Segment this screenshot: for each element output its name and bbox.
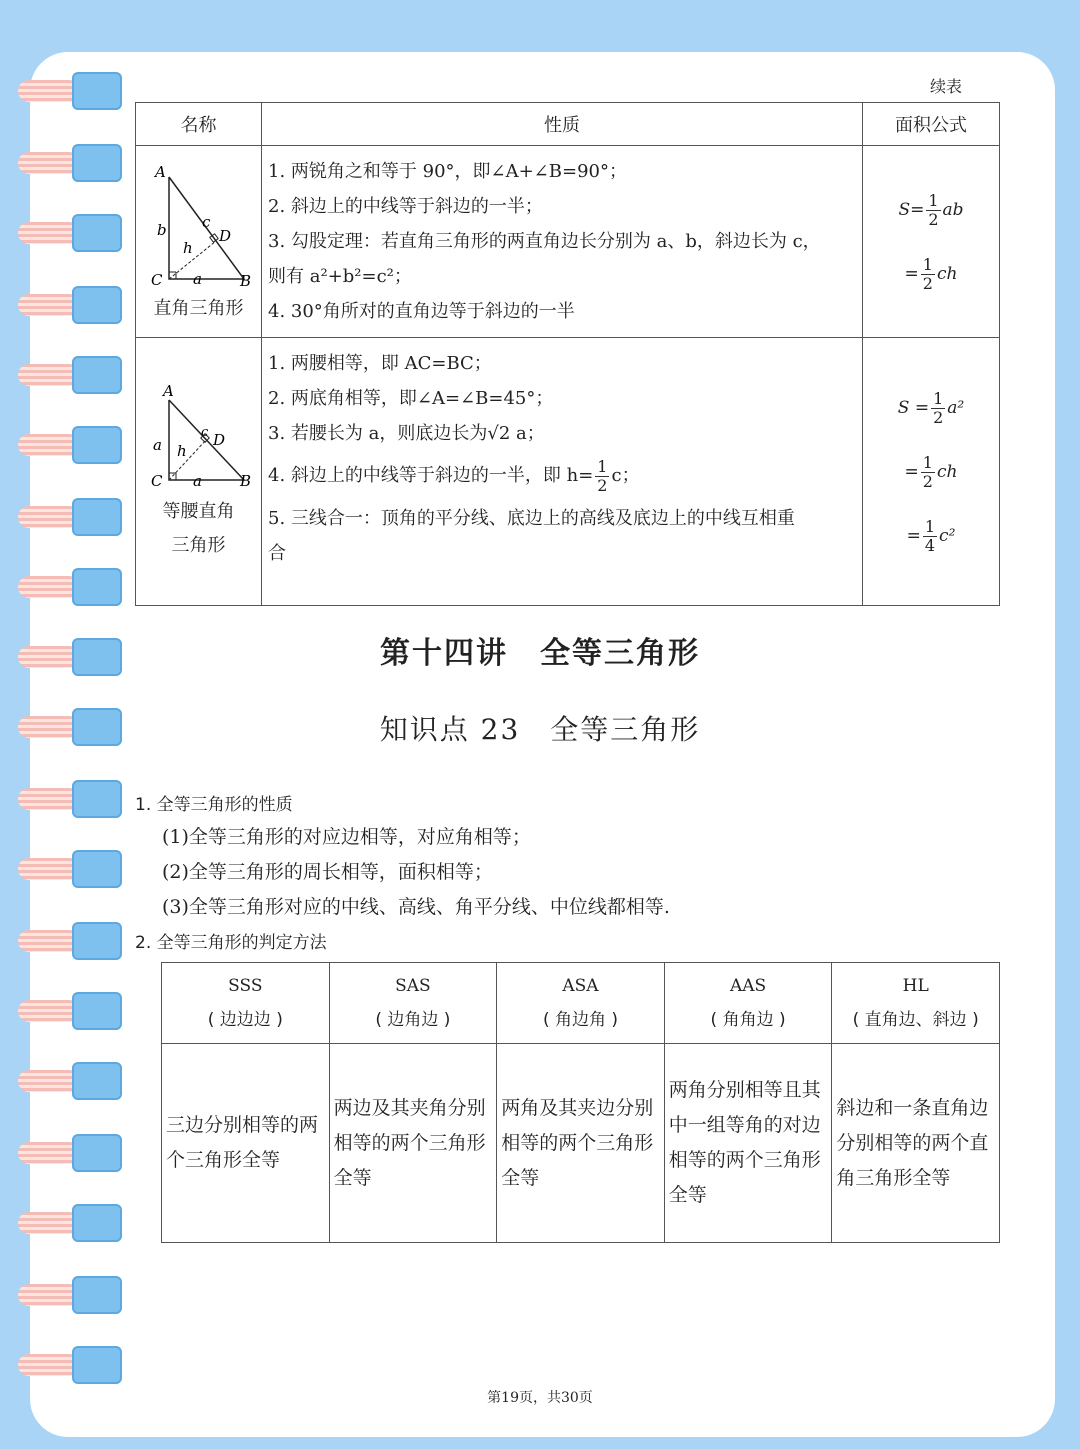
binding-ring	[18, 568, 108, 606]
property-item: (2)全等三角形的周长相等，面积相等；	[162, 861, 493, 883]
right-triangle-name-cell	[136, 146, 262, 338]
prop-line: 3. 勾股定理：若直角三角形的两直角边长分别为 a、b，斜边长为 c，	[268, 231, 821, 252]
formula-line: = $\frac{1}{4}$ c²	[906, 516, 956, 555]
header-name: 名称	[136, 103, 262, 146]
isosceles-properties	[262, 338, 863, 606]
header-properties: 性质	[262, 103, 863, 146]
label-C: C	[150, 271, 162, 287]
knowledge-point-title: 知识点 23 全等三角形	[379, 713, 701, 746]
binding-ring	[18, 1204, 108, 1242]
label-A: A	[154, 163, 166, 181]
binding-ring	[18, 922, 108, 960]
label-B: B	[239, 472, 251, 490]
isosceles-name-cell	[136, 338, 262, 606]
label-a-leg: a	[152, 436, 162, 454]
property-item: (1)全等三角形的对应边相等，对应角相等；	[162, 826, 531, 848]
right-triangle-properties	[262, 146, 863, 338]
formula-line: S = $\frac{1}{2}$ a²	[897, 388, 965, 427]
table-row-right-triangle	[136, 146, 1000, 338]
property-item: (3)全等三角形对应的中线、高线、角平分线、中位线都相等.	[162, 896, 670, 918]
prop-line: 4. 30°角所对的直角边等于斜边的一半	[268, 301, 575, 322]
prop-line: 4. 斜边上的中线等于斜边的一半，即 h= $\frac{1}{2}$ c；	[268, 456, 640, 495]
binding-ring	[18, 72, 108, 110]
table-header-row	[136, 103, 1000, 146]
label-c: c	[201, 213, 210, 231]
criterion-desc: 两边及其夹角分别相等的两个三角形全等	[329, 1044, 497, 1243]
label-h: h	[182, 239, 193, 257]
prop-line: 3. 若腰长为 a，则底边长为√2 a；	[268, 423, 545, 444]
criterion-header: HL ( 直角边、斜边 )	[832, 963, 1000, 1044]
label-h: h	[176, 442, 187, 460]
section1-title: 1. 全等三角形的性质	[135, 795, 293, 815]
prop-line: 5. 三线合一：顶角的平分线、底边上的高线及底边上的中线互相重	[268, 508, 795, 529]
label-c: c	[200, 425, 208, 440]
label-a: a	[192, 270, 202, 287]
prop-line: 2. 两底角相等，即∠A=∠B=45°；	[268, 388, 554, 409]
page-footer: 第19页，共30页	[487, 1390, 593, 1406]
binding-ring	[18, 992, 108, 1030]
criterion-desc: 斜边和一条直角边分别相等的两个直角三角形全等	[832, 1044, 1000, 1243]
lecture-title: 第十四讲 全等三角形	[380, 636, 700, 671]
criterion-header: SAS ( 边角边 )	[329, 963, 497, 1044]
isosceles-name-line2: 三角形	[171, 535, 226, 556]
prop-line: 1. 两锐角之和等于 90°，即∠A+∠B=90°；	[268, 161, 627, 182]
label-D: D	[218, 227, 231, 245]
binding-ring	[18, 1134, 108, 1172]
right-triangle-figure	[139, 147, 259, 287]
table-row-isosceles-right	[136, 338, 1000, 606]
continued-label: 续表	[930, 77, 963, 96]
formula-line: = $\frac{1}{2}$ ch	[904, 254, 958, 293]
binding-ring	[18, 286, 108, 324]
formula-line: S= $\frac{1}{2}$ ab	[898, 190, 964, 229]
criterion-desc: 两角及其夹边分别相等的两个三角形全等	[497, 1044, 665, 1243]
right-triangle-area-formula	[863, 146, 1000, 338]
binding-ring	[18, 850, 108, 888]
criteria-header-row	[162, 963, 1000, 1044]
binding-ring	[18, 1276, 108, 1314]
triangle-properties-table	[135, 102, 1000, 606]
binding-ring	[18, 356, 108, 394]
criterion-desc: 两角分别相等且其中一组等角的对边相等的两个三角形全等	[664, 1044, 832, 1243]
label-B: B	[239, 272, 251, 287]
label-a-base: a	[192, 472, 202, 490]
prop-line: 则有 a²+b²=c²；	[268, 266, 412, 287]
criterion-header: AAS ( 角角边 )	[664, 963, 832, 1044]
label-D: D	[212, 431, 225, 449]
label-b: b	[156, 221, 167, 239]
criteria-desc-row	[162, 1044, 1000, 1243]
label-A: A	[162, 382, 174, 400]
binding-ring	[18, 498, 108, 536]
section2-title: 2. 全等三角形的判定方法	[135, 933, 327, 953]
criterion-header: ASA ( 角边角 )	[497, 963, 665, 1044]
criterion-header: SSS ( 边边边 )	[162, 963, 330, 1044]
binding-ring	[18, 1346, 108, 1384]
right-triangle-name: 直角三角形	[153, 298, 244, 319]
binding-ring	[18, 144, 108, 182]
isosceles-area-formula	[863, 338, 1000, 606]
binding-ring	[18, 780, 108, 818]
binding-ring	[18, 426, 108, 464]
criterion-desc: 三边分别相等的两个三角形全等	[162, 1044, 330, 1243]
prop-line: 合	[268, 543, 286, 564]
prop-line: 1. 两腰相等，即 AC=BC；	[268, 353, 492, 374]
formula-line: = $\frac{1}{2}$ ch	[904, 452, 958, 491]
prop-line: 2. 斜边上的中线等于斜边的一半；	[268, 196, 543, 217]
isosceles-right-figure	[139, 380, 259, 490]
isosceles-name-line1: 等腰直角	[162, 501, 235, 522]
congruence-criteria-table	[161, 962, 1000, 1243]
header-area-formula: 面积公式	[863, 103, 1000, 146]
binding-ring	[18, 214, 108, 252]
binding-ring	[18, 1062, 108, 1100]
label-C: C	[150, 472, 162, 490]
